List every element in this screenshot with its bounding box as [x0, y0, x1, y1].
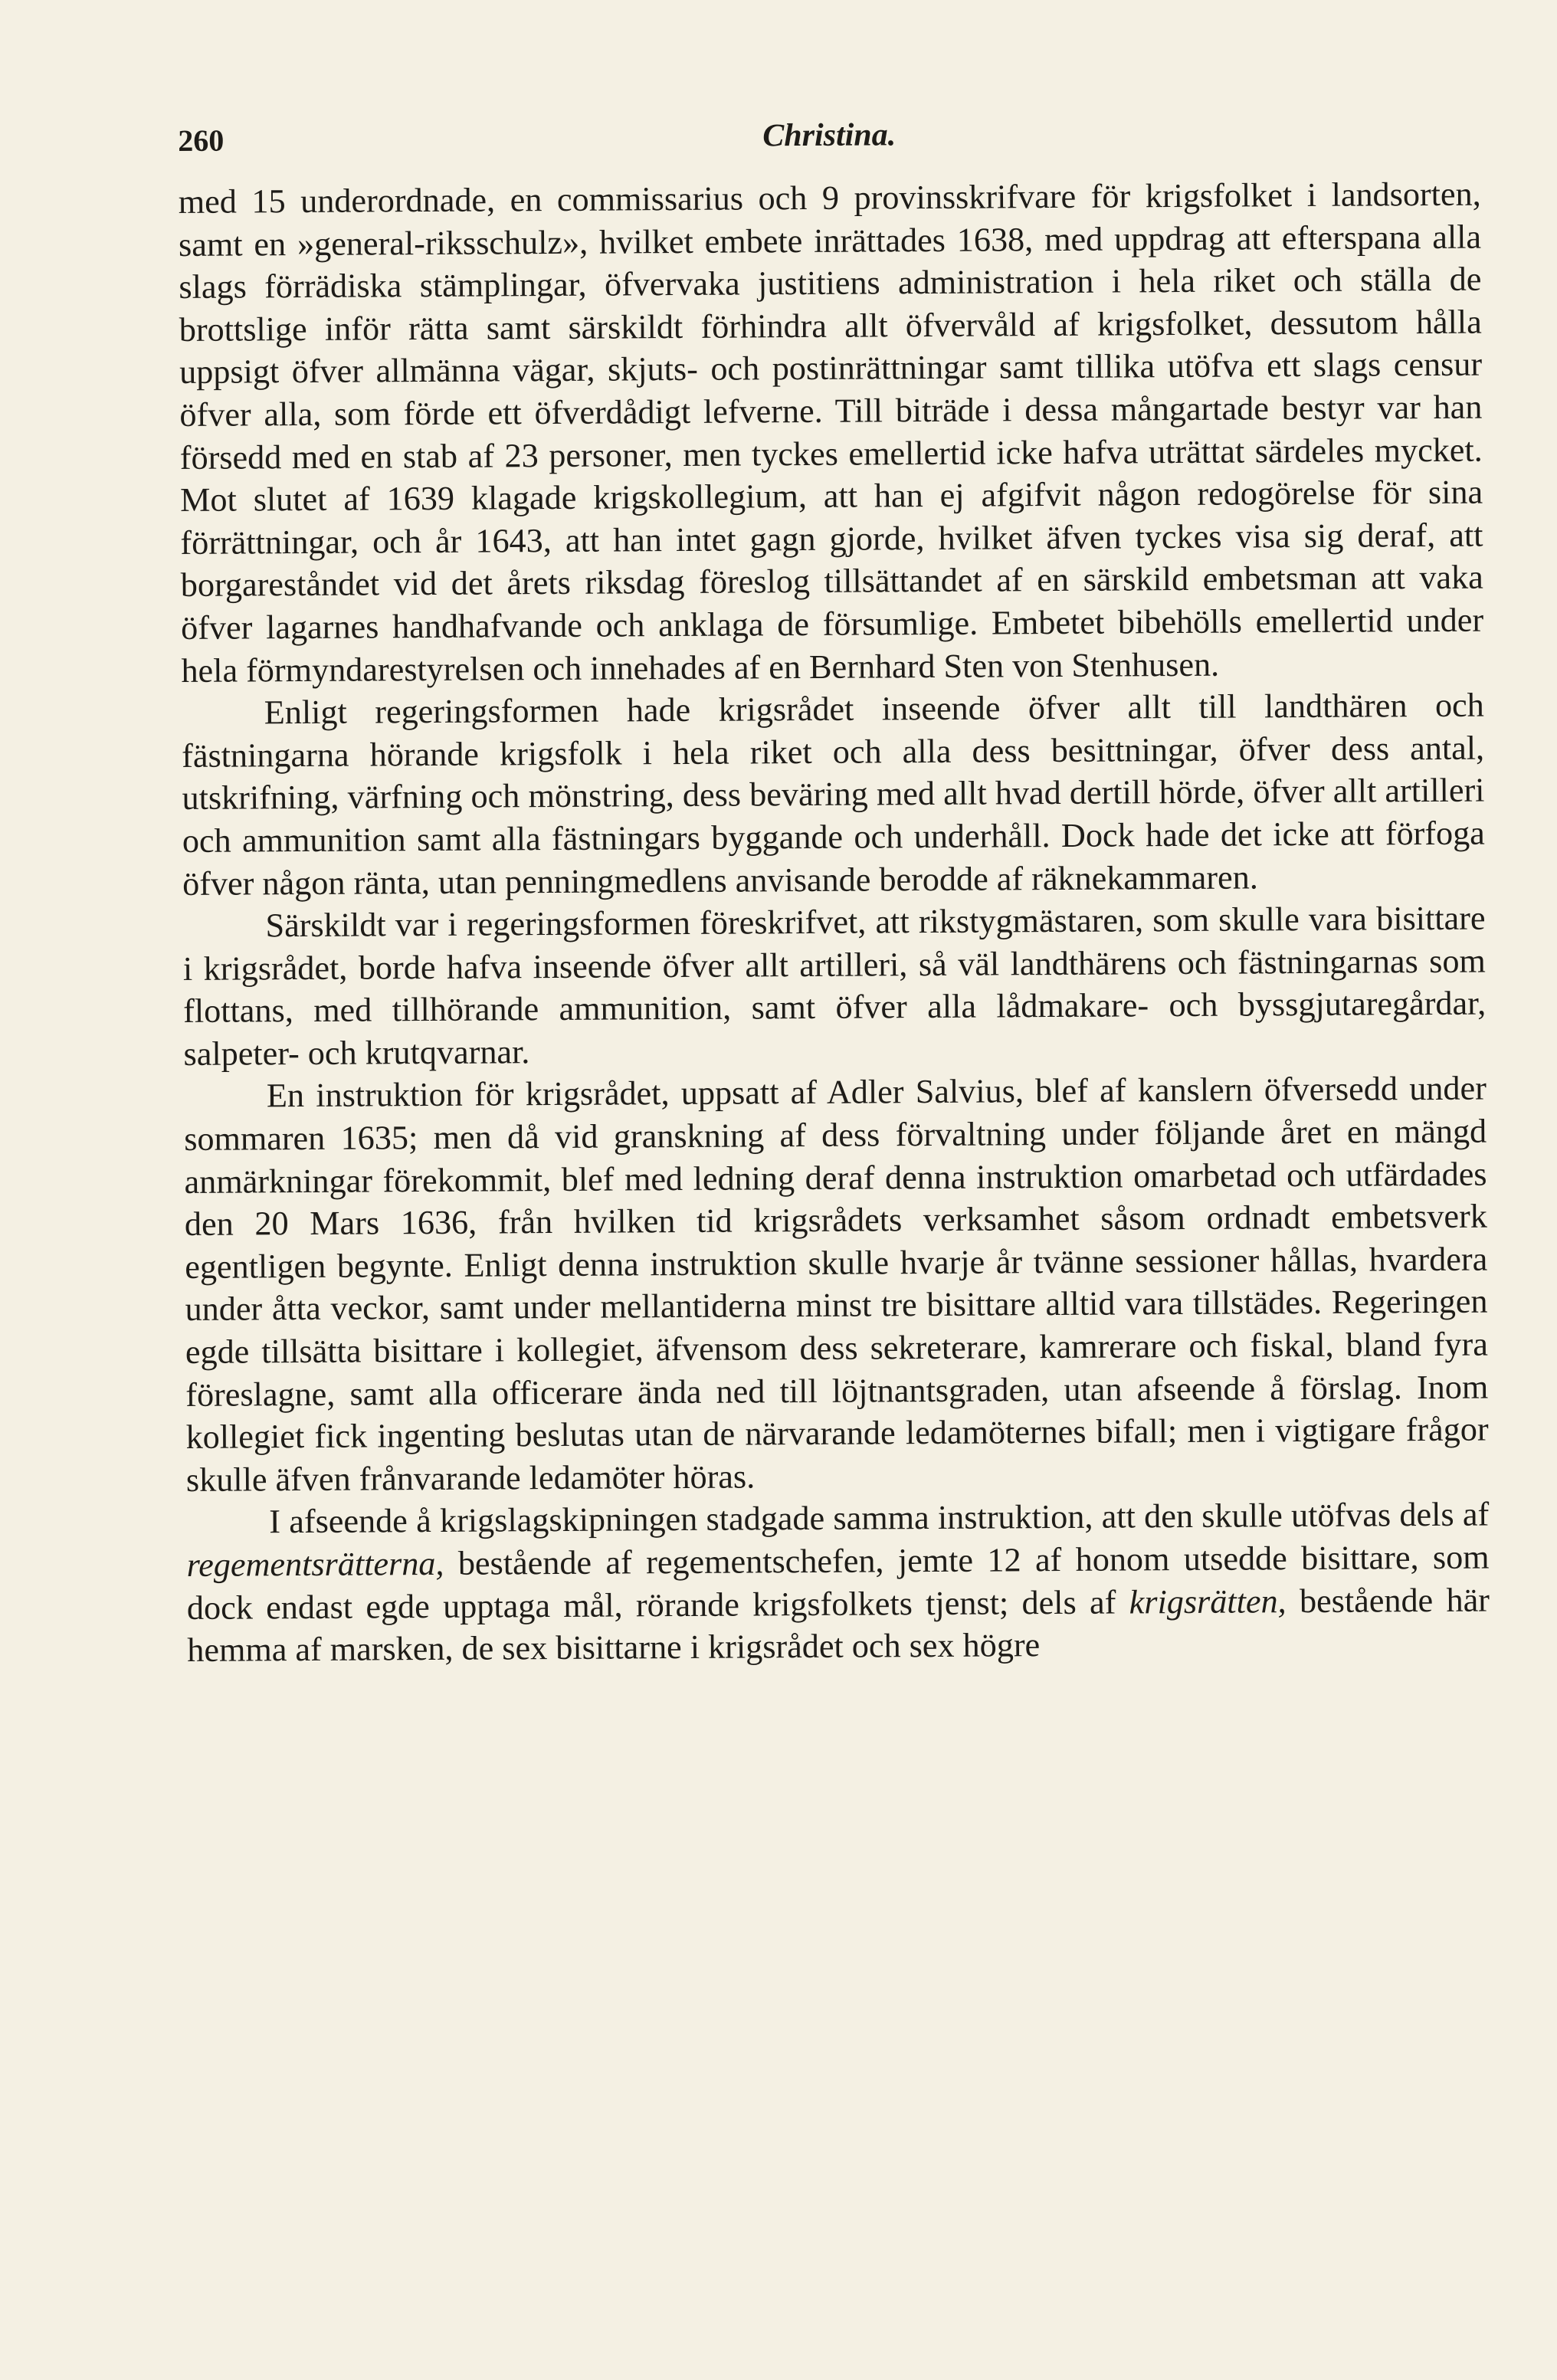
book-page — [178, 100, 1494, 2329]
text-run: bestående af regementschefen, jemte 12 af honom utsedde bisittare, som dock endast egde upptaga mål, rörande krigsfolkets tjenst; dels af — [186, 1538, 1490, 1627]
italic-term: regementsrätterna, — [186, 1544, 444, 1584]
body-text — [179, 173, 1490, 1672]
paragraph — [186, 1493, 1490, 1672]
paragraph — [184, 1067, 1489, 1501]
italic-term: krigsrätten, — [1129, 1582, 1287, 1621]
page-number: 260 — [178, 123, 225, 158]
text-run: Särskildt var i regeringsformen föreskrifvet, att rikstygmästaren, som skulle vara bisittare i krigsrådet, borde hafva inseende öfver allt artilleri, så väl landthärens och fästningarnas som flottans, med tillhörande ammunition, samt öfver alla lådmakare- och byssgjutaregårdar, salpeter- och krutqvarnar. — [182, 899, 1487, 1073]
text-run: Enligt regeringsformen hade krigsrådet inseende öfver allt till landthären och fästningarna hörande krigsfolk i hela riket och alla dess besittningar, öfver dess antal, utskrifning, värfning och mönstring, dess beväring med allt hvad dertill hörde, öfver allt artilleri och ammunition samt alla fästningars byggande och underhåll. Dock hade det icke att förfoga öfver någon ränta, utan penningmedlens anvisande berodde af räknekammaren. — [182, 686, 1485, 903]
paragraph — [182, 897, 1486, 1076]
paragraph — [179, 173, 1484, 692]
text-run: En instruktion för krigsrådet, uppsatt af Adler Salvius, blef af kanslern öfversedd under sommaren 1635; men då vid granskning af dess förvaltning under följande året en mängd anmärkningar förekommit, blef med ledning deraf denna instruktion omarbetad och utfärdades den 20 Mars 1636, från hvilken tid krigsrådets verksamhet såsom ordnadt embetsverk egentligen begynte. Enligt denna instruktion skulle hvarje år tvänne sessioner hållas, hvardera under åtta veckor, samt under mellantiderna minst tre bisittare alltid vara tillstädes. Regeringen egde tillsätta bisittare i kollegiet, äfvensom dess sekreterare, kamrerare och fiskal, bland fyra föreslagne, samt alla officerare ända ned till löjtnantsgraden, utan afseende å förslag. Inom kollegiet fick ingenting beslutas utan de närvarande ledamöternes bifall; men i vigtigare frågor skulle äfven frånvarande ledamöter höras. — [184, 1070, 1489, 1499]
running-head — [178, 100, 1481, 181]
text-run: bestående här hemma af marsken, de sex bisittarne i krigsrådet och sex högre — [187, 1581, 1490, 1670]
running-title: Christina. — [762, 117, 897, 154]
text-run: med 15 underordnade, en commissarius och 9 provinsskrifvare för krigsfolket i landsorten, samt en »general-riksschulz», hvilket embete inrättades 1638, med uppdrag att efterspana alla slags förrädiska stämplingar, öfvervaka justitiens administration i hela riket och ställa de brottslige inför rätta samt särskildt förhindra allt öfvervåld af krigsfolket, dessutom hålla uppsigt öfver allmänna vägar, skjuts- och postinrättningar samt tillika utöfva ett slags censur öfver alla, som förde ett öfverdådigt lefverne. Till biträde i dessa mångartade bestyr var han försedd med en stab af 23 personer, men tyckes emellertid icke hafva uträttat särdeles mycket. Mot slutet af 1639 klagade krigskollegium, att han ej afgifvit någon redogörelse för sina förrättningar, och år 1643, att han intet gagn gjorde, hvilket äfven tyckes visa sig deraf, att borgareståndet vid det årets riksdag föreslog tillsättandet af en särskild embetsman att vaka öfver lagarnes handhafvande och anklaga de försumlige. Embetet bibehölls emellertid under hela förmyndarestyrelsen och innehades af en Bernhard Sten von Stenhusen. — [178, 175, 1484, 690]
paragraph — [182, 684, 1486, 905]
text-run: I afseende å krigslagskipningen stadgade samma instruktion, att den skulle utöfvas dels af — [269, 1495, 1490, 1541]
